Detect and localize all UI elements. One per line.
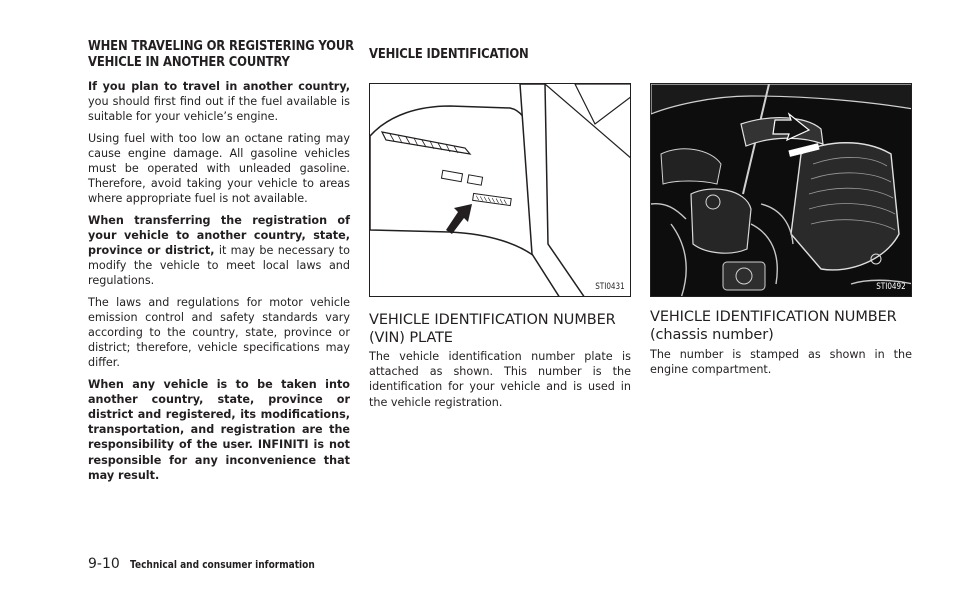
page-footer <box>88 553 345 572</box>
chassis-number-text: The number is stamped as shown in the engine compartment. <box>650 348 912 377</box>
paragraph-registration: When transferring the registration of your vehicle to another country, state, province or district, it may be necessary to modify the vehicle to meet local laws and regulations. <box>88 213 351 288</box>
engine-drawing <box>651 84 912 297</box>
section-heading-vehicle-identification: VEHICLE IDENTIFICATION <box>369 46 529 62</box>
vin-plate-text: The vehicle identification number plate is attached as shown. This number is the identification for your vehicle and is used in the vehicle registration. <box>369 350 631 409</box>
paragraph-octane: Using fuel with too low an octane rating may cause engine damage. All gasoline vehicles must be operated with unleaded gasoline. Therefore, avoid taking your vehicle to areas where appropriate fuel is not available. <box>88 131 350 206</box>
paragraph-regulations: The laws and regulations for motor vehicle emission control and safety standards vary according to the country, state, province or district; therefore, vehicle specifications may differ. <box>88 295 350 370</box>
footer-section-title: Technical and consumer information <box>129 559 315 571</box>
dashboard-windshield-drawing <box>370 84 631 297</box>
vin-plate-title: VEHICLE IDENTIFICATION NUMBER (VIN) PLATE <box>369 312 616 346</box>
chassis-number-title: VEHICLE IDENTIFICATION NUMBER (chassis number) <box>650 309 897 343</box>
figure-code: STI0492 <box>876 282 906 292</box>
page-number: 9-10 <box>88 556 120 572</box>
paragraph-fuel: If you plan to travel in another country, you should first find out if the fuel available is suitable for your vehicle’s engine. <box>88 80 350 124</box>
section-heading-traveling: WHEN TRAVELING OR REGISTERING YOUR VEHICLE IN ANOTHER COUNTRY <box>88 38 354 70</box>
paragraph-responsibility: When any vehicle is to be taken into another country, state, province or district and registered, its modifications, transportation, and registration are the responsibility of the user. INFINITI is not responsible for any inconvenience that may result. <box>88 377 350 482</box>
vin-plate-illustration <box>369 83 631 297</box>
traveling-body-text <box>88 79 350 489</box>
engine-compartment-illustration <box>650 83 912 297</box>
figure-code: STI0431 <box>595 282 625 292</box>
